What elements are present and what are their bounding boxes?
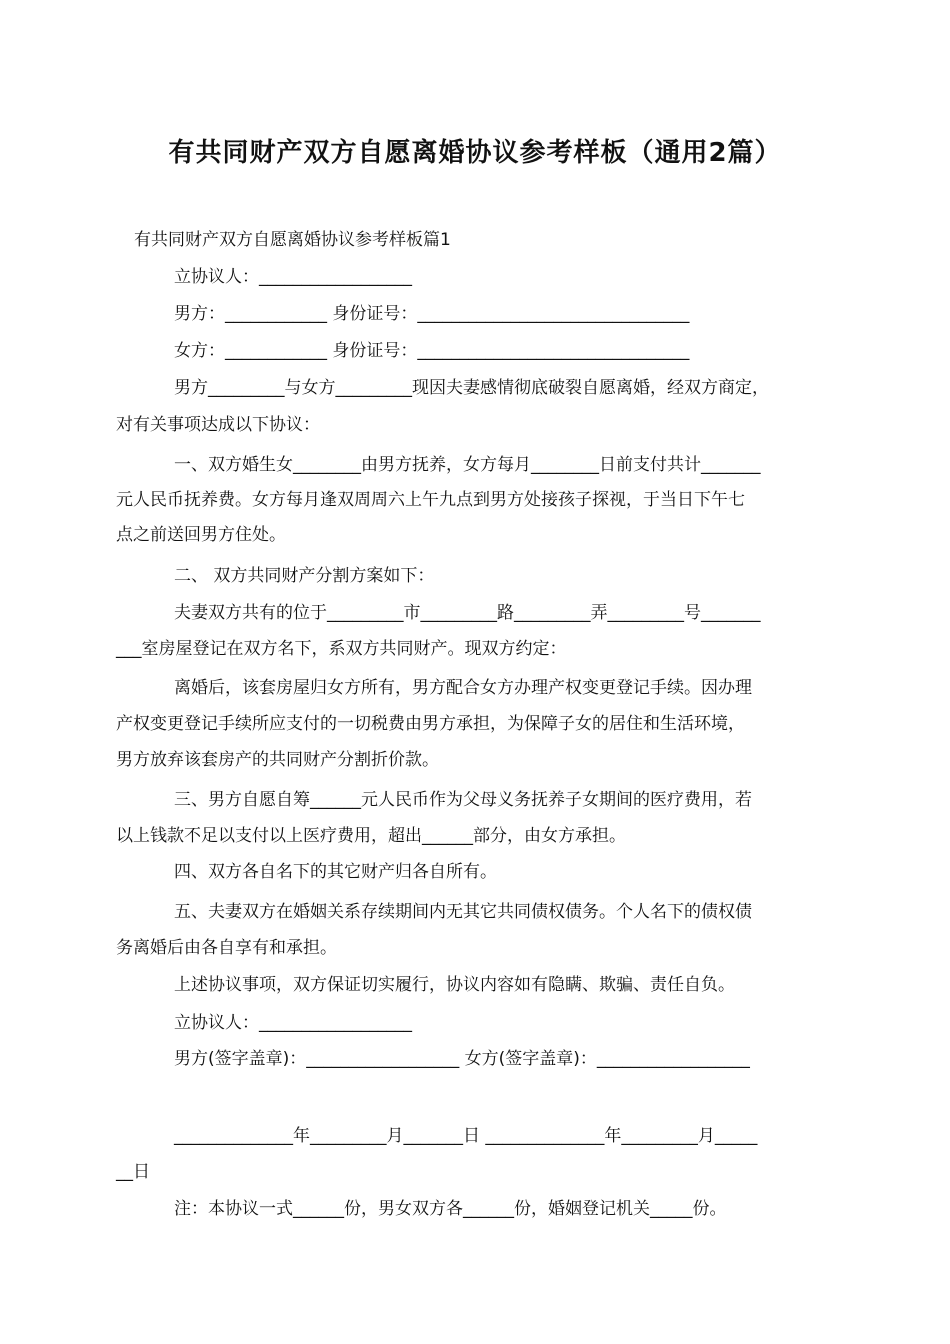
note-line: 注：本协议一式______份，男女双方各______份，婚姻登记机关_____份。	[174, 1199, 727, 1219]
date-line-1: ______________年_________月_______日 ______________年_________月_____	[174, 1126, 758, 1146]
clause-1-line-1: 一、双方婚生女________由男方抚养，女方每月________日前支付共计_______	[174, 455, 761, 475]
clause-2-heading: 二、 双方共同财产分割方案如下：	[174, 566, 435, 586]
clause-2-agreement-line-2: 产权变更登记手续所应支付的一切税费由男方承担，为保障子女的居住和生活环境，	[116, 714, 745, 734]
clause-4-line: 四、双方各自名下的其它财产归各自所有。	[174, 862, 497, 882]
clause-2-agreement-line-3: 男方放弃该套房产的共同财产分割折价款。	[116, 750, 439, 770]
document-title: 有共同财产双方自愿离婚协议参考样板（通用2篇）	[168, 138, 782, 168]
section-heading: 有共同财产双方自愿离婚协议参考样板篇1	[134, 230, 451, 250]
clause-5-line-1: 五、夫妻双方在婚姻关系存续期间内无其它共同债权债务。个人名下的债权债	[174, 902, 752, 922]
clause-3-line-1: 三、男方自愿自筹______元人民币作为父母义务抚养子女期间的医疗费用，若	[174, 790, 752, 810]
male-party-line: 男方：____________ 身份证号：________________________________	[174, 304, 690, 324]
clause-3-line-2: 以上钱款不足以支付以上医疗费用，超出______部分，由女方承担。	[116, 826, 626, 846]
clause-2-agreement-line-1: 离婚后，该套房屋归女方所有，男方配合女方办理产权变更登记手续。因办理	[174, 678, 752, 698]
clause-1-line-3: 点之前送回男方住处。	[116, 525, 286, 545]
date-line-2: __日	[116, 1162, 150, 1182]
female-party-line: 女方：____________ 身份证号：________________________________	[174, 341, 690, 361]
signatory-line: 立协议人：__________________	[174, 267, 412, 287]
signature-line: 男方(签字盖章)：__________________ 女方(签字盖章)：__________________	[174, 1049, 750, 1069]
clause-2-property-line-1: 夫妻双方共有的位于_________市_________路_________弄_________号_______	[174, 603, 761, 623]
clause-2-property-line-2: ___室房屋登记在双方名下，系双方共同财产。现双方约定：	[116, 639, 567, 659]
preamble-line-2: 对有关事项达成以下协议：	[116, 415, 320, 435]
closing-statement: 上述协议事项，双方保证切实履行，协议内容如有隐瞒、欺骗、责任自负。	[174, 975, 735, 995]
preamble-line-1: 男方_________与女方_________现因夫妻感情彻底破裂自愿离婚，经双方商定，	[174, 378, 769, 398]
signatory-line-bottom: 立协议人：__________________	[174, 1013, 412, 1033]
clause-1-line-2: 元人民币抚养费。女方每月逢双周周六上午九点到男方处接孩子探视，于当日下午七	[116, 490, 745, 510]
clause-5-line-2: 务离婚后由各自享有和承担。	[116, 938, 337, 958]
